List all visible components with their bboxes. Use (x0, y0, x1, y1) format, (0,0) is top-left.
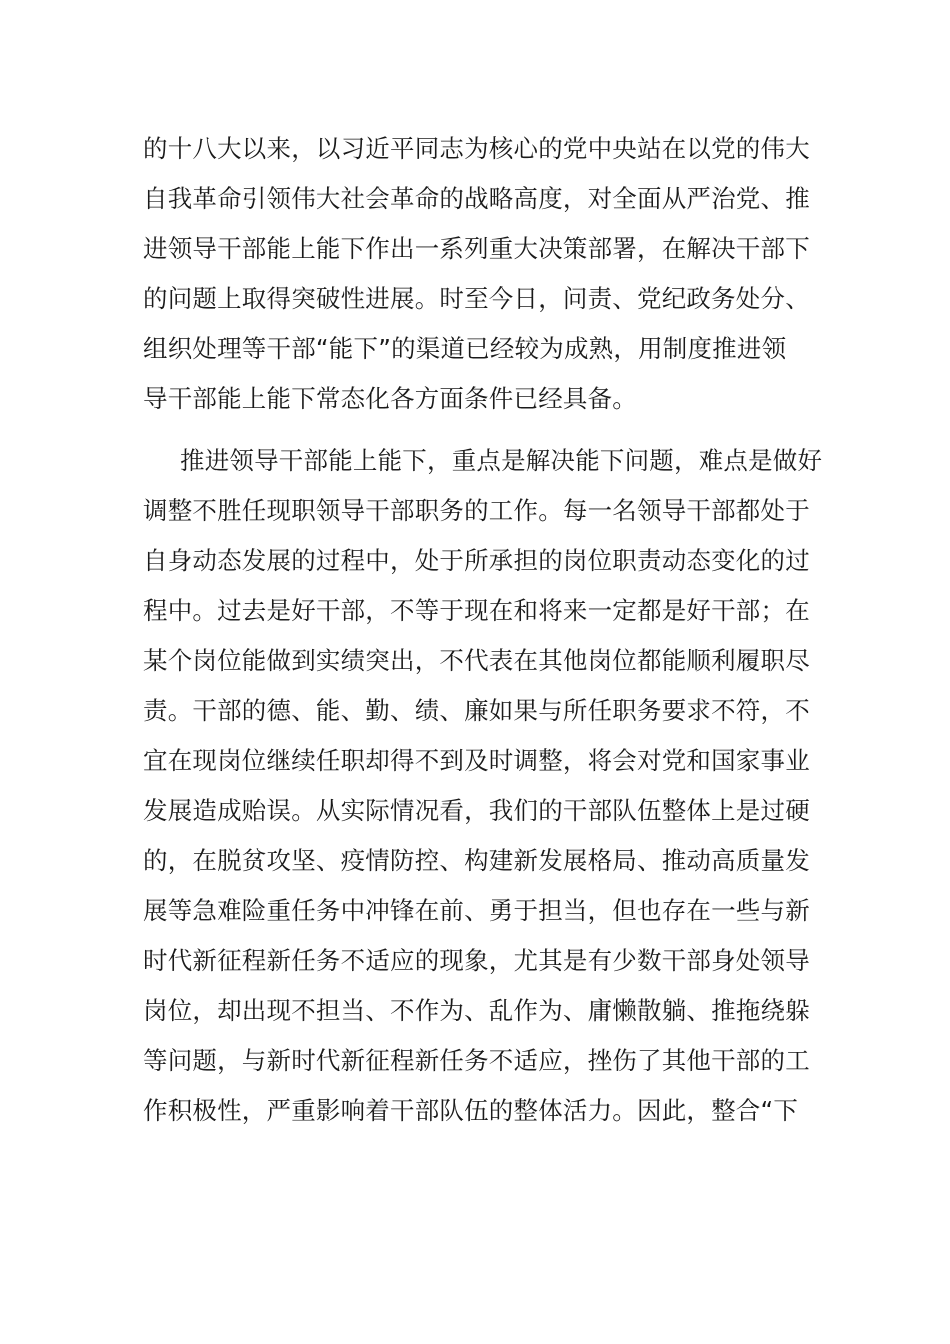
text-line: 组织处理等干部“能下”的渠道已经较为成熟，用制度推进领 (143, 334, 787, 363)
text-line: 调整不胜任现职领导干部职务的工作。每一名领导干部都处于 (143, 496, 810, 525)
text-line: 的十八大以来，以习近平同志为核心的党中央站在以党的伟大 (143, 134, 810, 163)
text-line: 责。干部的德、能、勤、绩、廉如果与所任职务要求不符，不 (143, 696, 810, 725)
text-line: 的，在脱贫攻坚、疫情防控、构建新发展格局、推动高质量发 (143, 846, 810, 875)
text-line: 作积极性，严重影响着干部队伍的整体活力。因此，整合“下 (143, 1096, 799, 1125)
paragraph-1 (143, 124, 813, 424)
text-line: 展等急难险重任务中冲锋在前、勇于担当，但也存在一些与新 (143, 896, 810, 925)
text-line-indented: 推进领导干部能上能下，重点是解决能下问题，难点是做好 (180, 446, 823, 475)
text-line: 宜在现岗位继续任职却得不到及时调整，将会对党和国家事业 (143, 746, 810, 775)
document-body (143, 124, 823, 1136)
text-line: 岗位，却出现不担当、不作为、乱作为、庸懒散躺、推拖绕躲 (143, 996, 810, 1025)
text-line: 导干部能上能下常态化各方面条件已经具备。 (143, 384, 637, 413)
paragraph-2 (143, 436, 823, 1136)
text-line: 等问题，与新时代新征程新任务不适应，挫伤了其他干部的工 (143, 1046, 810, 1075)
text-line: 的问题上取得突破性进展。时至今日，问责、党纪政务处分、 (143, 284, 810, 313)
text-line: 程中。过去是好干部，不等于现在和将来一定都是好干部；在 (143, 596, 810, 625)
text-line: 发展造成贻误。从实际情况看，我们的干部队伍整体上是过硬 (143, 796, 810, 825)
text-line: 时代新征程新任务不适应的现象，尤其是有少数干部身处领导 (143, 946, 810, 975)
text-line: 进领导干部能上能下作出一系列重大决策部署，在解决干部下 (143, 234, 810, 263)
text-line: 自我革命引领伟大社会革命的战略高度，对全面从严治党、推 (143, 184, 810, 213)
paragraph-spacer (143, 424, 813, 436)
text-line: 某个岗位能做到实绩突出，不代表在其他岗位都能顺利履职尽 (143, 646, 810, 675)
text-line: 自身动态发展的过程中，处于所承担的岗位职责动态变化的过 (143, 546, 810, 575)
